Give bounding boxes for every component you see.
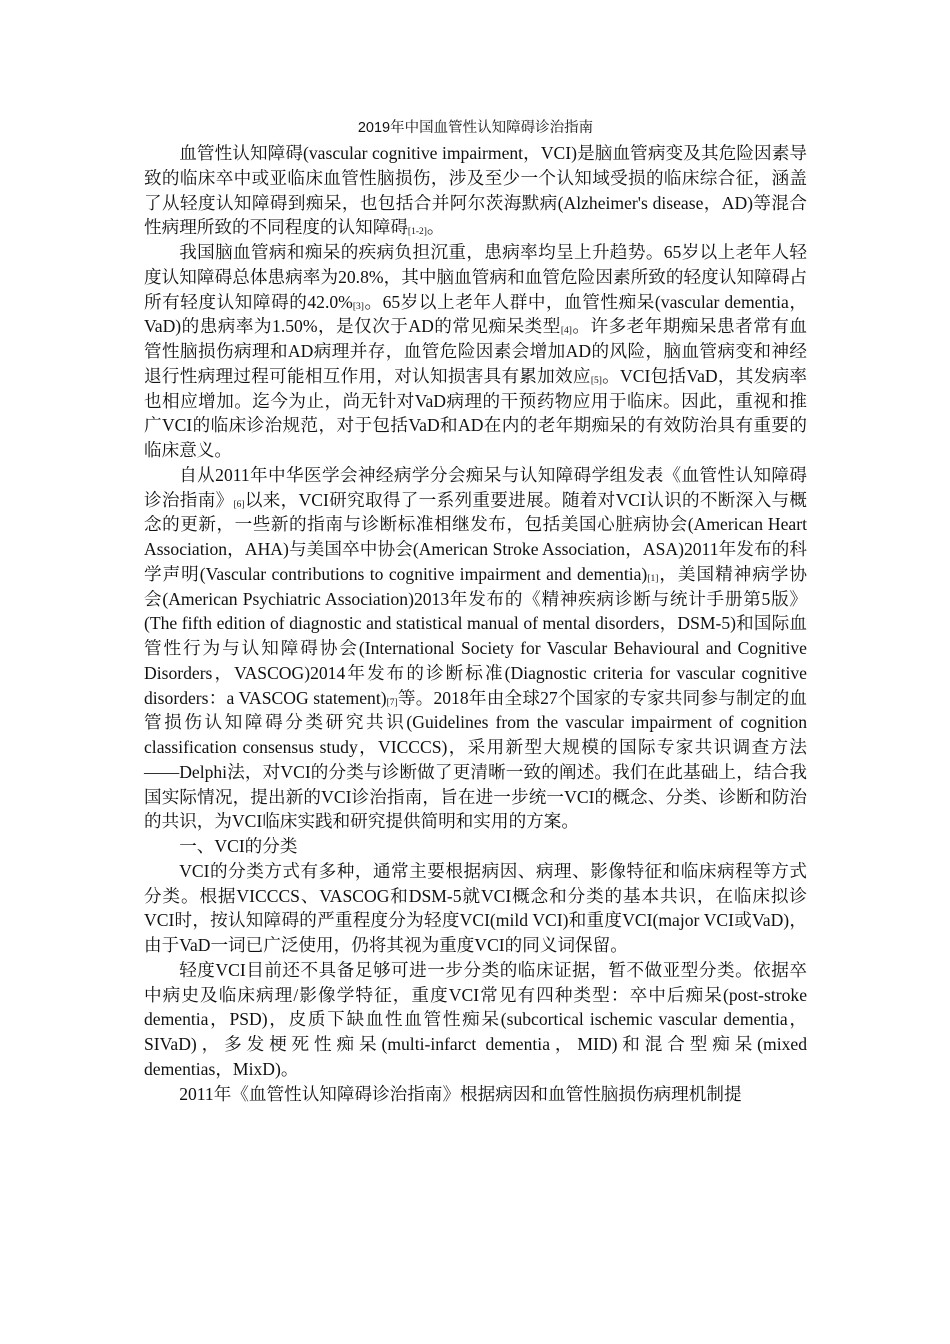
paragraph-text: ，美国精神病学协会(American Psychiatric Association)2013年发布的《精神疾病诊断与统计手册第5版》(The fifth edition of diagnostic and statistical manual of mental disorders，DSM-5)和国际血管性行为与认知障碍协会(International Society for Vascular Behavioural and Cognitive Disorders，VASCOG)2014年发布的诊断标准(Diagnostic criteria for vascular cognitive disorders：a VASCOG statement) — [144, 563, 807, 708]
paragraph-text: 我国脑血管病和痴呆的疾病负担沉重，患病率均呈上升趋势。65岁以上老年人轻度认知障碍总体患病率为20.8%，其中脑血管病和血管危险因素所致的轻度认知障碍占所有轻度认知障碍的42.0% — [144, 242, 807, 312]
paragraph-2 — [144, 240, 807, 463]
citation: [1] — [647, 573, 659, 584]
document-title: 2019年中国血管性认知障碍诊治指南 — [357, 120, 594, 136]
citation: [5] — [590, 375, 602, 386]
paragraph-text: 。VCI包括VaD，其发病率也相应增加。迄今为止，尚无针对VaD病理的干预药物应用于临床。因此，重视和推广VCI的临床诊治规范，对于包括VaD和AD在内的老年期痴呆的有效防治具有重要的临床意义。 — [144, 365, 807, 460]
paragraph-text: 。许多老年期痴呆患者常有血管性脑损伤病理和AD病理并存，血管危险因素会增加AD的风险，脑血管病变和神经退行性病理过程可能相互作用，对认知损害具有累加效应 — [144, 316, 807, 386]
paragraph-5: 轻度VCI目前还不具备足够可进一步分类的临床证据，暂不做亚型分类。依据卒中病史及临床病理/影像学特征，重度VCI常见有四种类型：卒中后痴呆(post-stroke dementia，PSD)，皮质下缺血性血管性痴呆(subcortical ischemic vascular dementia，SIVaD)，多发梗死性痴呆(multi-infarct dementia，MID)和混合型痴呆(mixed dementias，MixD)。 — [144, 959, 807, 1079]
citation: [6] — [233, 499, 245, 510]
paragraph-text: 自从2011年中华医学会神经病学分会痴呆与认知障碍学组发表《血管性认知障碍诊治指南》 — [144, 464, 807, 510]
paragraph-6: 2011年《血管性认知障碍诊治指南》根据病因和血管性脑损伤病理机制提 — [179, 1083, 742, 1104]
citation: [1-2] — [407, 227, 427, 238]
paragraph-text: 。65岁以上老年人群中，血管性痴呆(vascular dementia，VaD)的患病率为1.50%，是仅次于AD的常见痴呆类型 — [144, 291, 807, 337]
paragraph-3 — [144, 463, 807, 834]
paragraph-text: 。 — [426, 217, 445, 238]
citation: [3] — [352, 301, 364, 312]
section-heading: 一、VCI的分类 — [179, 836, 298, 856]
citation: [4] — [560, 326, 572, 337]
paragraph-1 — [144, 141, 807, 240]
document-page — [144, 116, 807, 1106]
paragraph-text: 以来，VCI研究取得了一系列重要进展。随着对VCI认识的不断深入与概念的更新，一些新的指南与诊断标准相继发布，包括美国心脏病协会(American Heart Association，AHA)与美国卒中协会(American Stroke Association，ASA)2011年发布的科学声明(Vascular contributions to cognitive impairment and dementia) — [144, 489, 807, 584]
citation: [7] — [386, 697, 398, 708]
paragraph-4: VCI的分类方式有多种，通常主要根据病因、病理、影像特征和临床病程等方式分类。根据VICCCS、VASCOG和DSM-5就VCI概念和分类的基本共识，在临床拟诊VCI时，按认知障碍的严重程度分为轻度VCI(mild VCI)和重度VCI(major VCI或VaD)，由于VaD一词已广泛使用，仍将其视为重度VCI的同义词保留。 — [144, 860, 807, 955]
paragraph-text: 等。2018年由全球27个国家的专家共同参与制定的血管损伤认知障碍分类研究共识(Guidelines from the vascular impairment of cognition classification consensus study，VICCCS)，采用新型大规模的国际专家共识调查方法——Delphi法，对VCI的分类与诊断做了更清晰一致的阐述。我们在此基础上，结合我国实际情况，提出新的VCI诊治指南，旨在进一步统一VCI的概念、分类、诊断和防治的共识，为VCI临床实践和研究提供简明和实用的方案。 — [144, 687, 807, 832]
paragraph-text: 血管性认知障碍(vascular cognitive impairment，VCI)是脑血管病变及其危险因素导致的临床卒中或亚临床血管性脑损伤，涉及至少一个认知域受损的临床综合征，涵盖了从轻度认知障碍到痴呆，也包括合并阿尔茨海默病(Alzheimer's disease，AD)等混合性病理所致的不同程度的认知障碍 — [144, 143, 807, 238]
